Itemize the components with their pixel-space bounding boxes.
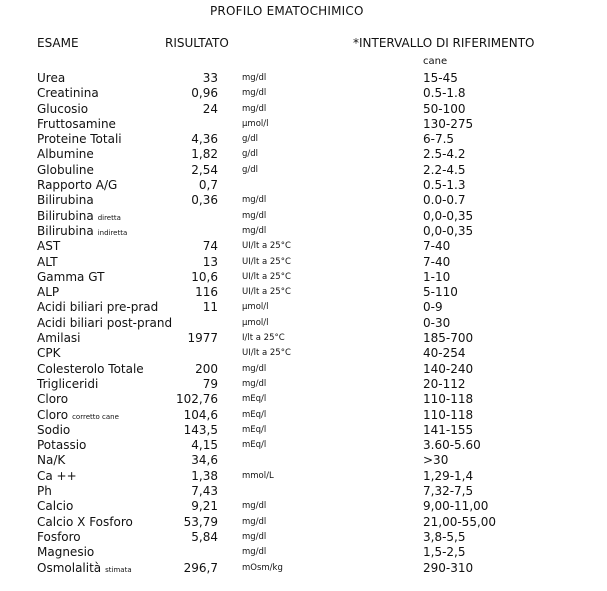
reference-range: 40-254 (423, 346, 466, 361)
test-name (37, 362, 144, 377)
result-unit: mmol/L (242, 470, 274, 481)
result-unit: mg/dl (242, 547, 267, 558)
table-row (0, 377, 607, 392)
result-unit: UI/lt a 25°C (242, 348, 291, 359)
reference-range: 185-700 (423, 331, 474, 346)
test-name-text: Bilirubina (37, 193, 94, 208)
test-name (37, 469, 77, 484)
test-name (37, 530, 81, 545)
table-row (0, 285, 607, 300)
test-name (37, 484, 52, 499)
result-unit: mg/dl (242, 88, 267, 99)
test-name-text: ALP (37, 285, 60, 300)
result-value: 13 (202, 254, 218, 269)
test-name-text: Globuline (37, 162, 94, 177)
column-header-esame: ESAME (37, 36, 79, 50)
test-name (37, 377, 98, 392)
reference-range: 6-7.5 (423, 132, 455, 147)
reference-range: 21,00-55,00 (423, 514, 497, 529)
reference-range: 141-155 (423, 422, 474, 437)
test-name (37, 239, 60, 254)
table-row (0, 224, 607, 239)
reference-range: 0,0-0,35 (423, 223, 474, 238)
table-row (0, 193, 607, 208)
test-name (37, 515, 133, 530)
test-name-text: Calcio (37, 499, 74, 514)
result-value: 0,96 (191, 86, 218, 101)
test-name-text: Proteine Totali (37, 132, 122, 147)
reference-range: 15-45 (423, 71, 458, 85)
test-name (37, 346, 60, 361)
test-name-text: AST (37, 239, 61, 254)
test-name-text: Rapporto A/G (37, 178, 118, 193)
result-value: 296,7 (183, 560, 218, 575)
test-name (37, 255, 58, 270)
reference-range: 9,00-11,00 (423, 499, 489, 514)
result-value: 7,43 (191, 484, 218, 499)
result-unit: mg/dl (242, 103, 267, 114)
result-unit: mEq/l (242, 440, 267, 451)
result-value: 1977 (187, 331, 218, 346)
reference-range: 1,5-2,5 (423, 545, 466, 560)
result-value: 143,5 (183, 422, 218, 437)
result-unit: UI/lt a 25°C (242, 287, 291, 298)
reference-range: 110-118 (423, 407, 474, 422)
test-name-text: Bilirubina (37, 208, 94, 223)
result-value: 33 (202, 71, 218, 85)
result-unit: mg/dl (242, 73, 267, 83)
table-row (0, 132, 607, 147)
reference-range: 7-40 (423, 254, 451, 269)
test-name-note: corretto cane (72, 412, 119, 421)
species-label: cane (423, 56, 448, 67)
reference-range: 0.0-0.7 (423, 193, 466, 208)
reference-range: 1-10 (423, 269, 451, 284)
table-row (0, 117, 607, 132)
reference-range: 20-112 (423, 376, 466, 391)
test-name (37, 453, 65, 468)
reference-range: 3,8-5,5 (423, 529, 466, 544)
result-unit: UI/lt a 25°C (242, 241, 291, 252)
table-row (0, 408, 607, 423)
table-row (0, 239, 607, 254)
test-name-text: Na/K (37, 453, 66, 468)
test-name (37, 545, 94, 560)
result-unit: mOsm/kg (242, 562, 283, 573)
result-value: 2,54 (191, 162, 218, 177)
test-name (37, 300, 158, 315)
reference-range: 140-240 (423, 361, 474, 376)
test-name (37, 193, 94, 208)
reference-range: 5-110 (423, 285, 458, 300)
reference-range: 130-275 (423, 116, 474, 131)
test-name (37, 117, 116, 132)
table-row (0, 530, 607, 545)
result-value: 24 (202, 101, 218, 116)
table-row (0, 178, 607, 193)
reference-range: 110-118 (423, 392, 474, 407)
reference-range: 1,29-1,4 (423, 468, 474, 483)
result-unit: mEq/l (242, 424, 267, 435)
result-value: 0,36 (191, 193, 218, 208)
test-name-text: Calcio X Fosforo (37, 514, 133, 529)
test-name (37, 71, 65, 86)
result-unit: mg/dl (242, 516, 267, 527)
test-name (37, 331, 81, 346)
test-name (37, 147, 94, 162)
reference-range: 3.60-5.60 (423, 438, 481, 453)
table-row (0, 515, 607, 530)
result-unit: µmol/l (242, 118, 269, 129)
result-value: 10,6 (191, 269, 218, 284)
result-unit: mg/dl (242, 225, 267, 236)
test-name-note: diretta (97, 213, 121, 222)
test-name (37, 285, 59, 300)
test-name (37, 163, 94, 178)
table-row (0, 484, 607, 499)
test-name-text: Gamma GT (37, 269, 105, 284)
test-name (37, 438, 86, 453)
result-value: 11 (202, 300, 218, 315)
result-value: 74 (202, 239, 218, 254)
test-name-text: Cloro (37, 407, 69, 422)
table-row (0, 71, 607, 86)
result-unit: mg/dl (242, 195, 267, 206)
results-table (0, 71, 607, 576)
test-name-text: Urea (37, 71, 66, 85)
test-name (37, 316, 172, 331)
result-unit: µmol/l (242, 302, 269, 313)
reference-range: >30 (423, 453, 449, 468)
table-row (0, 270, 607, 285)
result-unit: mEq/l (242, 409, 267, 420)
table-row (0, 255, 607, 270)
column-header-intervallo: *INTERVALLO DI RIFERIMENTO (353, 36, 535, 50)
result-unit: I/lt a 25°C (242, 333, 285, 344)
result-value: 116 (195, 285, 218, 300)
reference-range: 7-40 (423, 239, 451, 254)
result-value: 4,15 (191, 438, 218, 453)
test-name (37, 270, 104, 285)
reference-range: 0.5-1.3 (423, 178, 466, 193)
test-name-text: Sodio (37, 422, 71, 437)
test-name-text: Bilirubina (37, 223, 94, 238)
test-name-text: Ca ++ (37, 468, 77, 483)
table-row (0, 316, 607, 331)
test-name-text: Cloro (37, 392, 69, 407)
table-row (0, 147, 607, 162)
result-unit: g/dl (242, 164, 259, 175)
result-unit: mg/dl (242, 501, 267, 512)
test-name-text: Fosforo (37, 529, 81, 544)
table-row (0, 423, 607, 438)
result-value: 1,82 (191, 147, 218, 162)
test-name-text: Magnesio (37, 545, 95, 560)
reference-range: 50-100 (423, 101, 466, 116)
test-name-text: Trigliceridi (37, 376, 99, 391)
reference-range: 0-9 (423, 300, 443, 315)
table-row (0, 362, 607, 377)
test-name (37, 392, 68, 407)
table-row (0, 469, 607, 484)
test-name-text: Acidi biliari pre-prad (37, 300, 159, 315)
test-name-text: Fruttosamine (37, 116, 116, 131)
test-name-text: Acidi biliari post-prand (37, 315, 173, 330)
test-name-text: Amilasi (37, 331, 81, 346)
table-row (0, 300, 607, 315)
table-row (0, 209, 607, 224)
reference-range: 7,32-7,5 (423, 484, 474, 499)
test-name (37, 561, 132, 578)
test-name-text: Osmolalità (37, 560, 102, 575)
test-name-text: Potassio (37, 438, 87, 453)
test-name-text: Albumine (37, 147, 94, 162)
result-value: 102,76 (176, 392, 218, 407)
table-row (0, 545, 607, 560)
reference-range: 0-30 (423, 315, 451, 330)
reference-range: 2.5-4.2 (423, 147, 466, 162)
result-value: 1,38 (191, 468, 218, 483)
result-unit: mg/dl (242, 210, 267, 221)
result-value: 104,6 (183, 407, 218, 422)
column-header-risultato: RISULTATO (165, 36, 229, 50)
result-unit: UI/lt a 25°C (242, 271, 291, 282)
test-name-text: Glucosio (37, 101, 89, 116)
test-name-text: CPK (37, 346, 61, 361)
result-value: 5,84 (191, 529, 218, 544)
table-row (0, 163, 607, 178)
result-unit: UI/lt a 25°C (242, 256, 291, 267)
test-name-text: ALT (37, 254, 58, 269)
test-name (37, 132, 122, 147)
result-value: 200 (195, 361, 218, 376)
result-value: 34,6 (191, 453, 218, 468)
test-name (37, 423, 70, 438)
table-row (0, 561, 607, 576)
table-row (0, 499, 607, 514)
test-name-note: stimata (105, 565, 132, 574)
test-name-text: Creatinina (37, 86, 99, 101)
result-unit: µmol/l (242, 317, 269, 328)
table-row (0, 392, 607, 407)
test-name (37, 86, 99, 101)
result-value: 53,79 (183, 514, 218, 529)
reference-range: 0.5-1.8 (423, 86, 466, 101)
result-value: 79 (202, 376, 218, 391)
result-unit: g/dl (242, 134, 259, 145)
reference-range: 290-310 (423, 560, 474, 575)
result-value: 9,21 (191, 499, 218, 514)
test-name (37, 499, 73, 514)
table-row (0, 453, 607, 468)
test-name-text: Colesterolo Totale (37, 361, 144, 376)
result-unit: mg/dl (242, 363, 267, 374)
result-unit: mg/dl (242, 378, 267, 389)
test-name (37, 102, 88, 117)
result-unit: g/dl (242, 149, 259, 160)
table-row (0, 86, 607, 101)
result-unit: mg/dl (242, 531, 267, 542)
result-value: 4,36 (191, 132, 218, 147)
test-name-note: indiretta (97, 228, 128, 237)
table-row (0, 331, 607, 346)
result-value: 0,7 (198, 178, 218, 193)
table-row (0, 102, 607, 117)
table-row (0, 346, 607, 361)
result-unit: mEq/l (242, 394, 267, 405)
report-title: PROFILO EMATOCHIMICO (210, 4, 364, 18)
test-name (37, 178, 117, 193)
table-row (0, 438, 607, 453)
reference-range: 2.2-4.5 (423, 162, 466, 177)
reference-range: 0,0-0,35 (423, 208, 474, 223)
test-name-text: Ph (37, 484, 52, 499)
